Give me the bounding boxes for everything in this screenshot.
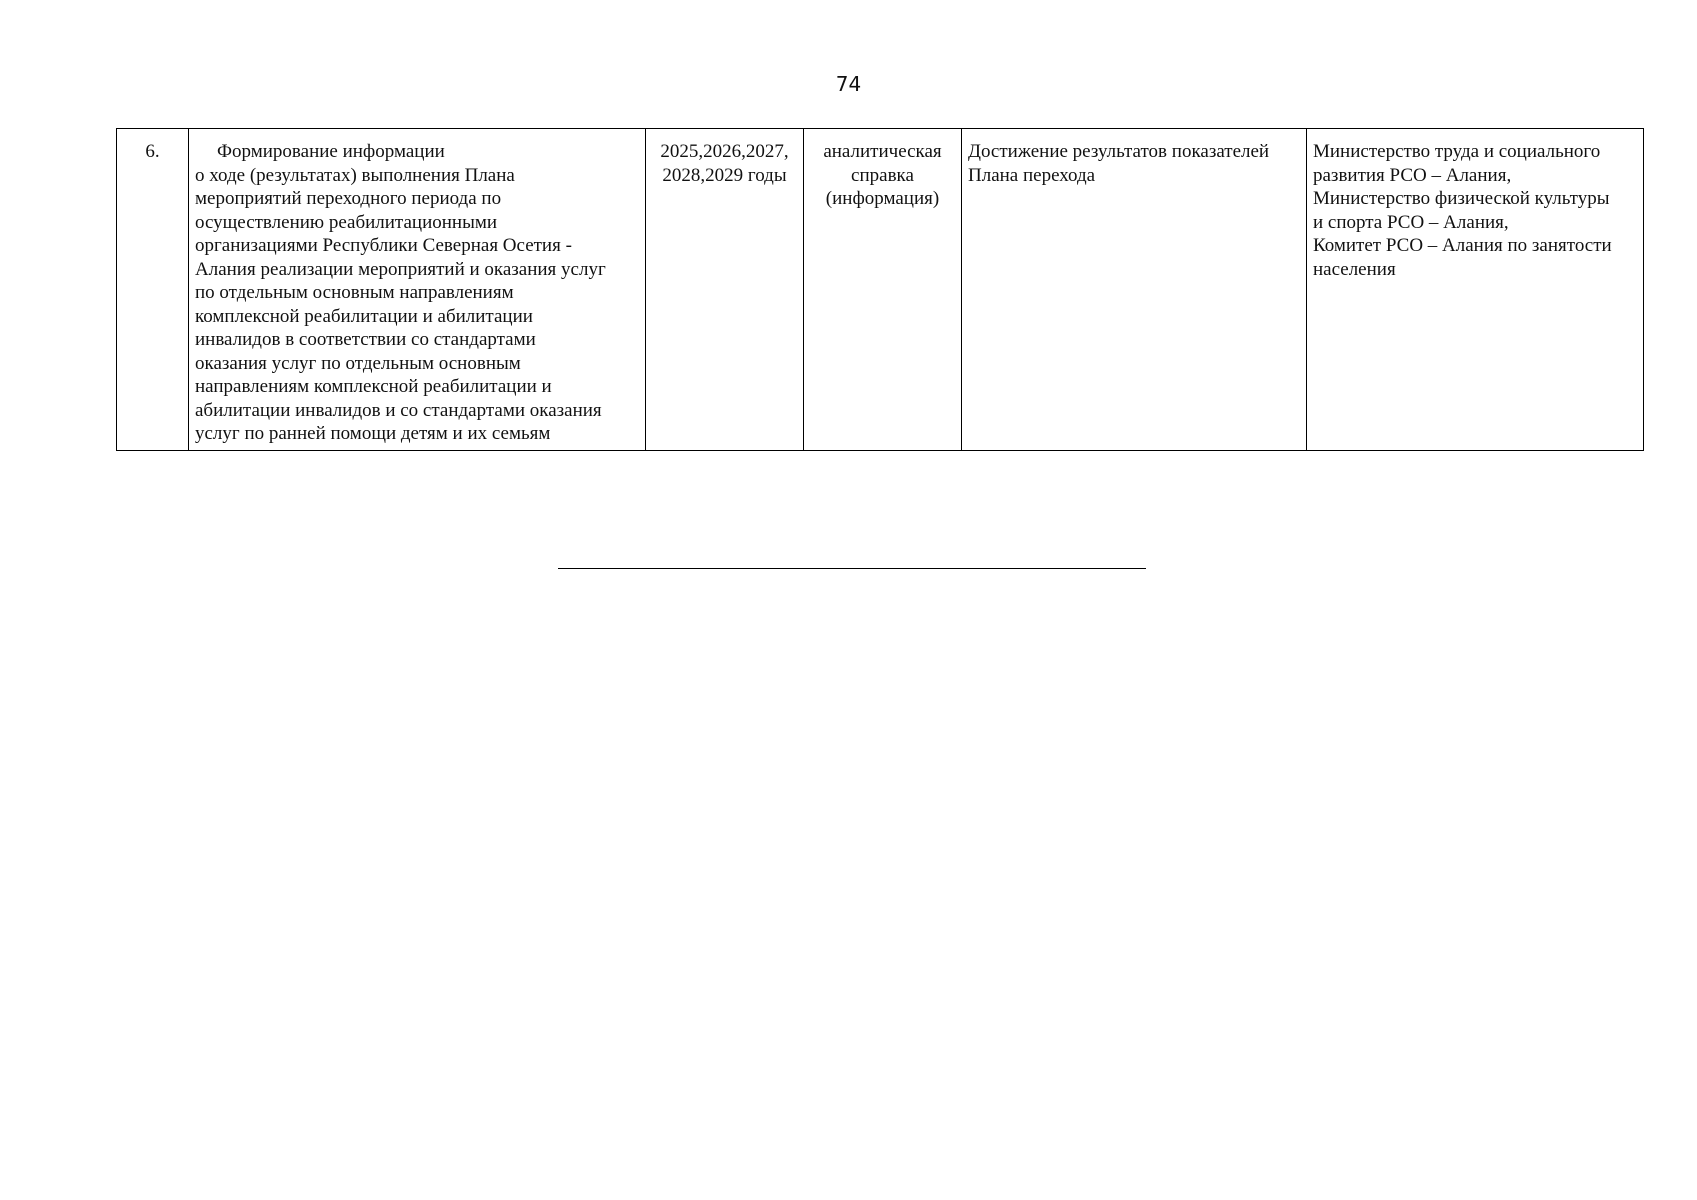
activity-line: инвалидов в соответствии со стандартами	[195, 329, 536, 350]
activity-line: о ходе (результатах) выполнения Плана	[195, 164, 515, 186]
activity-line: комплексной реабилитации и абилитации	[195, 305, 533, 327]
form-text: аналитическая справка (информация)	[823, 141, 942, 209]
plan-table	[116, 128, 1644, 451]
end-of-document-line	[558, 568, 1146, 569]
row-number-cell	[117, 129, 189, 451]
activity-line: абилитации инвалидов и со стандартами оказания	[195, 399, 602, 421]
activity-line: оказания услуг по отдельным основным	[195, 352, 521, 374]
activity-line: по отдельным основным направлениям	[195, 282, 514, 303]
activity-line: Формирование информации	[217, 141, 445, 162]
result-cell	[962, 129, 1307, 451]
page-number: 74	[835, 72, 862, 96]
form-cell	[804, 129, 962, 451]
activity-line: мероприятий переходного периода по	[195, 188, 502, 209]
executors-cell	[1307, 129, 1644, 451]
term-cell	[646, 129, 804, 451]
activity-line: Алания реализации мероприятий и оказания услуг	[195, 258, 606, 280]
table-row	[117, 129, 1644, 451]
activity-line: направлениям комплексной реабилитации и	[195, 376, 552, 397]
result-text: Достижение результатов показателей Плана перехода	[968, 141, 1270, 186]
activity-cell	[189, 129, 646, 451]
activity-line: осуществлению реабилитационными	[195, 211, 498, 233]
activity-line: услуг по ранней помощи детям и их семьям	[195, 423, 551, 444]
activity-line: организациями Республики Северная Осетия -	[195, 235, 572, 256]
executors-text: Министерство труда и социального развития РСО – Алания, Министерство физической культуры и спорта РСО – Алания, Комитет РСО – Алания по занятости населения	[1313, 141, 1612, 280]
row-number: 6.	[145, 141, 160, 162]
term-text: 2025,2026,2027, 2028,2029 годы	[660, 141, 789, 186]
